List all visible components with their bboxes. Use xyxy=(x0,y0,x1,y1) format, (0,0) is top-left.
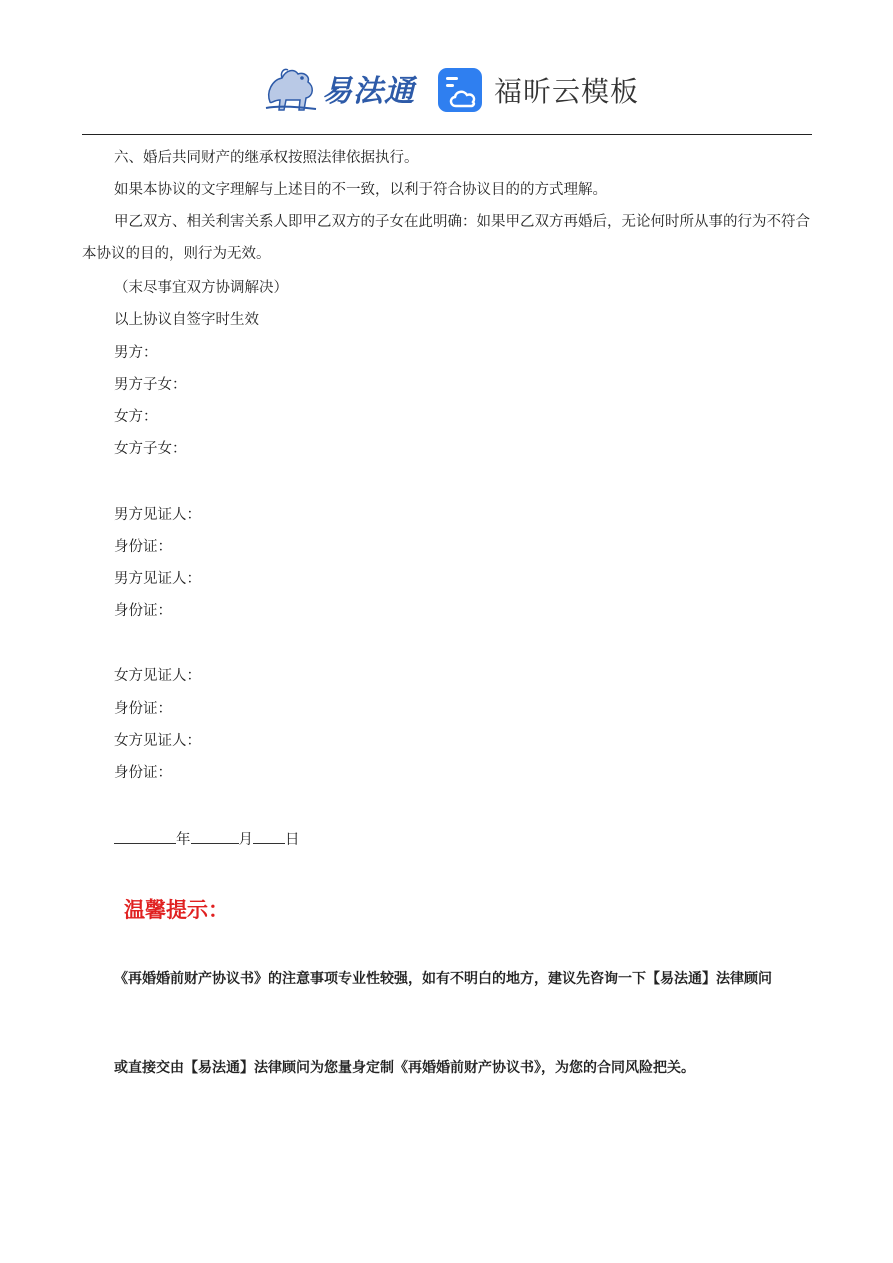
yifatong-logo xyxy=(262,62,415,114)
male-witness-1: 男方见证人： xyxy=(114,507,201,523)
brand-foxit-cloud-template: 福昕云模板 xyxy=(494,75,640,108)
id-card-4: 身份证： xyxy=(114,765,172,781)
brand-yifatong: 易法通 xyxy=(322,74,415,109)
qilin-mascot-icon xyxy=(262,62,320,114)
signature-female-children: 女方子女： xyxy=(114,441,187,457)
id-card-1: 身份证： xyxy=(114,539,172,555)
interpretation-clause: 如果本协议的文字理解与上述目的不一致，以利于符合协议目的的方式理解。 xyxy=(114,182,607,198)
signature-female: 女方： xyxy=(114,409,158,425)
signature-male: 男方： xyxy=(114,345,158,361)
confirmation-clause: 甲乙双方、相关利害关系人即甲乙双方的子女在此明确：如果甲乙双方再婚后，无论何时所从事的行为不符合本协议的目的，则行为无效。 xyxy=(82,214,810,262)
cloud-template-icon xyxy=(436,66,484,114)
female-witness-2: 女方见证人： xyxy=(114,733,201,749)
day-label: 日 xyxy=(285,832,300,848)
month-label: 月 xyxy=(238,832,253,848)
signing-date xyxy=(114,829,300,850)
male-witness-2: 男方见证人： xyxy=(114,571,201,587)
id-card-2: 身份证： xyxy=(114,603,172,619)
year-blank xyxy=(114,829,176,844)
day-blank xyxy=(253,829,285,844)
effective-clause: 以上协议自签字时生效 xyxy=(114,312,259,328)
tips-line-2: 或直接交由【易法通】法律顾问为您量身定制《再婚婚前财产协议书》，为您的合同风险把关。 xyxy=(114,1060,695,1076)
tips-line-1: 《再婚婚前财产协议书》的注意事项专业性较强，如有不明白的地方，建议先咨询一下【易法通】法律顾问 xyxy=(114,971,772,987)
signature-male-children: 男方子女： xyxy=(114,377,187,393)
id-card-3: 身份证： xyxy=(114,701,172,717)
header-divider xyxy=(82,134,812,135)
female-witness-1: 女方见证人： xyxy=(114,668,201,684)
year-label: 年 xyxy=(176,832,191,848)
month-blank xyxy=(191,829,239,844)
tips-title: 温馨提示： xyxy=(124,897,229,922)
page-header xyxy=(0,58,893,128)
foxit-cloud-logo xyxy=(436,66,639,114)
unresolved-matters: （末尽事宜双方协调解决） xyxy=(114,280,288,296)
clause-six: 六、婚后共同财产的继承权按照法律依据执行。 xyxy=(114,150,419,166)
